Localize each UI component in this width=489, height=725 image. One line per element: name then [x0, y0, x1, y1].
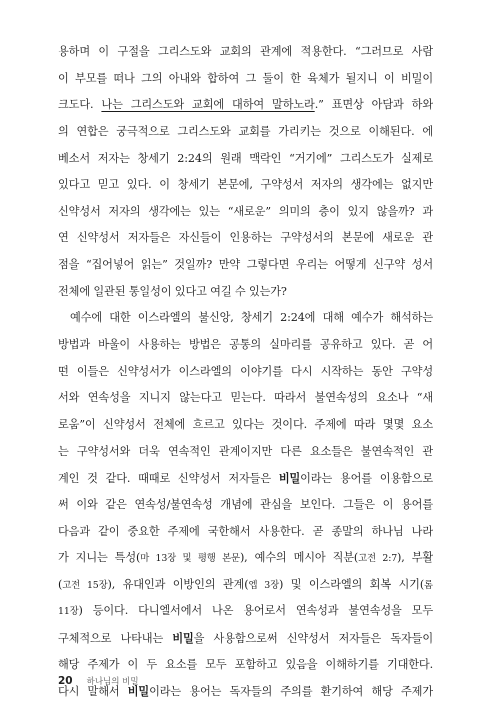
text-segment: 다시 말해서: [58, 685, 128, 699]
text-segment: 크도다.: [58, 98, 102, 112]
text-line: [58, 225, 433, 252]
text-segment: ), 유대인과 이방인의 관계(: [107, 577, 249, 591]
text-segment: 있다고 믿고 있다. 이 창세기 본문에, 구약성서 저자의 생각에는 없지만: [58, 178, 433, 192]
text-segment: ), 예수의 메시아 직분(: [239, 551, 359, 565]
body-text: [58, 39, 433, 705]
text-line: [58, 66, 433, 93]
text-line: [58, 385, 433, 412]
text-segment: 을 사용함으로써 신약성서 저자들은 독자들이: [193, 632, 433, 646]
emphasis-term: 비밀: [127, 684, 150, 699]
text-line: [58, 545, 433, 572]
text-line: [58, 625, 433, 652]
text-segment: ) 등이다. 다니엘서에서 나온 용어로서 연속성과 불연속성을 모두: [78, 604, 433, 618]
text-line: [58, 598, 433, 625]
text-line: [58, 439, 433, 466]
text-line: [58, 172, 433, 199]
text-line: [58, 332, 433, 359]
text-segment: 이라는 용어는 독자들의 주의를 환기하여 해당 주제가: [149, 685, 433, 699]
text-segment: 의 연합은 궁극적으로 그리스도와 교회를 가리키는 것으로 이해된다. 에: [58, 124, 433, 138]
text-line: [58, 519, 433, 546]
text-segment: 이 부모를 떠나 그의 아내와 합하여 그 둘이 한 육체가 될지니 이 비밀이: [58, 71, 433, 85]
text-segment: 용하며 이 구절을 그리스도와 교회의 관계에 적용한다. “그러므로 사람: [58, 45, 433, 58]
emphasis-term: 비밀: [278, 471, 301, 486]
text-segment: (: [58, 577, 63, 591]
text-line: [58, 572, 433, 599]
text-segment: 써 이와 같은 연속성/불연속성 개념에 관심을 보인다. 그들은 이 용어를: [58, 497, 433, 511]
underlined-phrase: 나는 그리스도와 교회에 대하여 말하노라: [101, 98, 315, 112]
text-line: [58, 279, 433, 306]
page-number: 20: [58, 675, 73, 687]
text-line: [58, 119, 433, 146]
emphasis-term: 비밀: [172, 631, 194, 646]
citation: 고전 2:7: [358, 553, 398, 565]
text-segment: 로움”이 신약성서 전체에 흐르고 있다는 것이다. 주제에 따라 몇몇 요소: [58, 417, 433, 431]
text-segment: 점을 “집어넣어 읽는” 것일까? 만약 그렇다면 우리는 어떻게 신구약 성서: [58, 258, 433, 272]
text-line: [58, 92, 433, 119]
text-segment: .” 표면상 아담과 하와: [314, 98, 433, 112]
text-line: [58, 492, 433, 519]
text-segment: 구체적으로 나타내는: [58, 632, 173, 646]
text-line: [58, 199, 433, 226]
text-segment: 방법과 바울이 사용하는 방법은 공통의 실마리를 공유하고 있다. 곧 어: [58, 338, 433, 352]
citation: 롬: [424, 579, 433, 591]
text-line: [58, 465, 433, 492]
text-line: [58, 412, 433, 439]
text-segment: 가 지니는 특성(: [58, 551, 141, 565]
text-line: [58, 359, 433, 386]
text-line: [58, 252, 433, 279]
text-line: [58, 146, 433, 173]
text-line: [58, 305, 433, 332]
page-footer: [58, 675, 139, 687]
text-segment: 계인 것 같다. 때때로 신약성서 저자들은: [58, 472, 279, 486]
text-line: [58, 39, 433, 66]
text-segment: 예수에 대한 이스라엘의 불신앙, 창세기 2:24에 대해 예수가 해석하는: [70, 311, 433, 325]
citation: 고전 15장: [62, 579, 108, 591]
text-segment: 다음과 같이 중요한 주제에 국한해서 사용한다. 곧 종말의 하나님 나라: [58, 524, 433, 538]
citation: 마 13장 및 평행 본문: [140, 553, 240, 565]
text-segment: 전체에 일관된 통일성이 있다고 여길 수 있는가?: [58, 284, 287, 298]
text-segment: 해당 주제가 이 두 요소를 모두 포함하고 있음을 이해하기를 기대한다.: [58, 657, 433, 671]
text-segment: 베소서 저자는 창세기 2:24의 원래 맥락인 “거기에” 그리스도가 실제로: [58, 151, 433, 165]
text-segment: 연 신약성서 저자들은 자신들이 인용하는 구약성서의 본문에 새로운 관: [58, 231, 433, 245]
text-segment: 는 구약성서와 더욱 연속적인 관계이지만 다른 요소들은 불연속적인 관: [58, 444, 433, 458]
text-segment: ), 부활: [397, 551, 433, 565]
running-title: 하나님의 비밀: [86, 677, 139, 687]
citation: 엡 3장: [248, 579, 279, 591]
text-segment: 서와 연속성을 지니지 않는다고 믿는다. 따라서 불연속성의 요소나 “새: [58, 391, 433, 405]
text-segment: 이라는 용어를 이용함으로: [300, 472, 433, 486]
citation: 11장: [58, 606, 79, 618]
text-segment: 떤 이들은 신약성서가 이스라엘의 이야기를 다시 시작하는 동안 구약성: [58, 364, 433, 378]
text-segment: 신약성서 저자의 생각에는 있는 “새로운” 의미의 층이 있지 않을까? 과: [58, 204, 433, 218]
text-segment: ) 및 이스라엘의 회복 시기(: [279, 577, 425, 591]
